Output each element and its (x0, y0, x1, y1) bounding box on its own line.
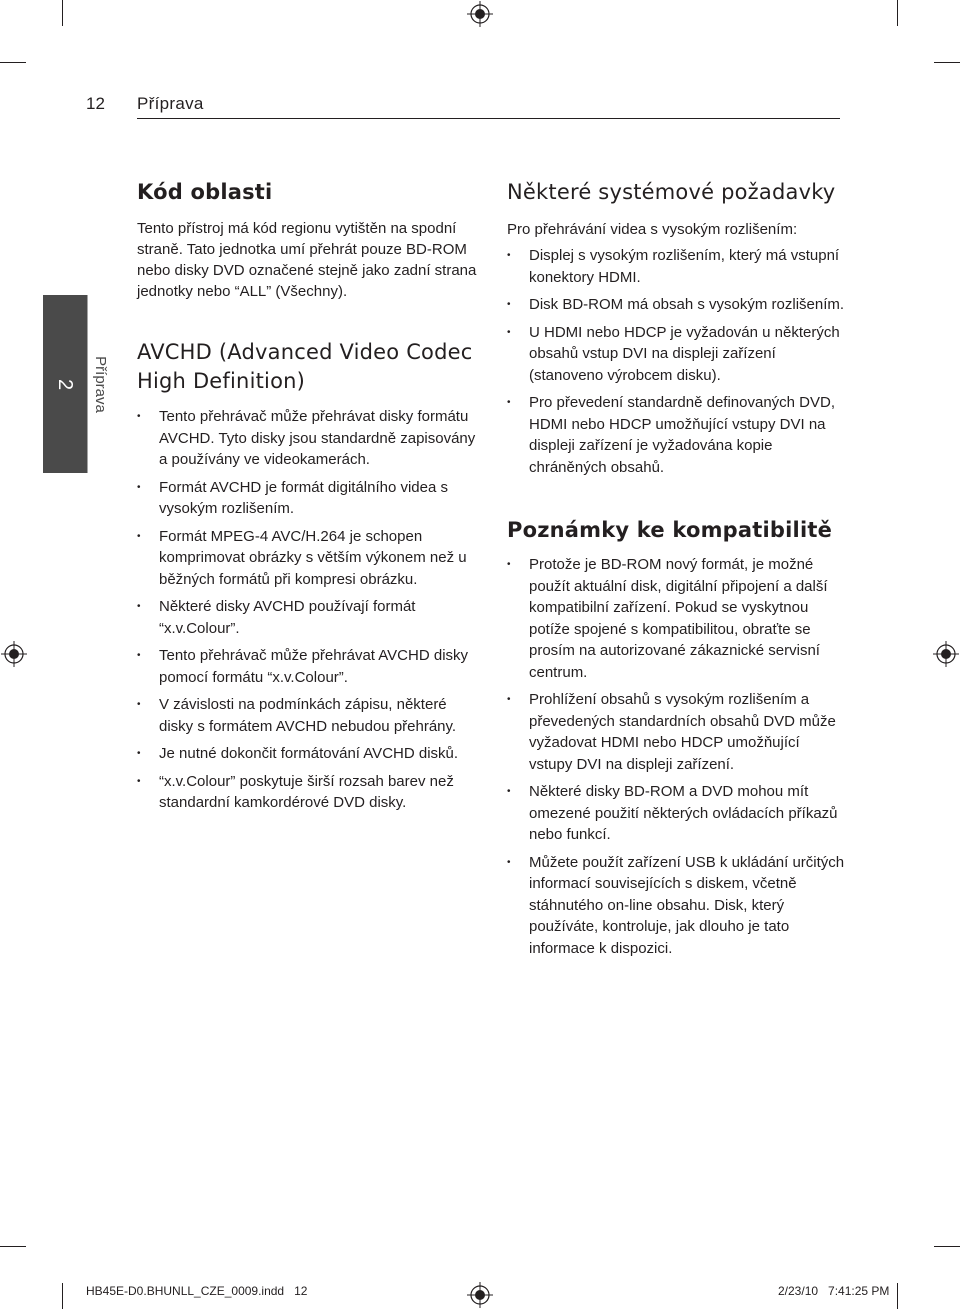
registration-mark-icon (467, 1282, 493, 1308)
chapter-number: 2 (54, 378, 77, 390)
crop-mark-icon (934, 62, 960, 63)
region-code-section (137, 178, 482, 302)
registration-mark-icon (1, 641, 27, 667)
registration-mark-icon (467, 1, 493, 27)
region-code-text: Tento přístroj má kód regionu vytištěn na spodní straně. Tato jednotka umí přehrát pouze BD-ROM nebo disky DVD označené stejně jako zadní strana jednotky nebo “ALL” (Všechny). (137, 220, 477, 300)
crop-mark-icon (0, 1246, 26, 1247)
list-item: • Formát AVCHD je formát digitálního videa s vysokým rozlišením. (137, 477, 482, 520)
region-code-heading: Kód oblasti (137, 180, 273, 204)
list-item: • “x.v.Colour” poskytuje širší rozsah barev než standardní kamkordérové DVD disky. (137, 771, 482, 814)
list-item: • U HDMI nebo HDCP je vyžadován u některých obsahů vstup DVI na displeji zařízení (stanoveno výrobcem disku). (507, 322, 847, 387)
footer-timestamp: 2/23/10 7:41:25 PM (778, 1284, 890, 1298)
avchd-heading: AVCHD (Advanced Video Codec High Definition) (137, 340, 473, 393)
registration-mark-icon (933, 641, 959, 667)
list-item: • Prohlížení obsahů s vysokým rozlišením a převedených standardních obsahů DVD může vyžadovat HDMI nebo HDCP umožňující vstupy DVI na displeji zařízení. (507, 689, 847, 775)
header-divider (137, 118, 840, 119)
crop-mark-icon (0, 62, 26, 63)
crop-mark-icon (62, 1283, 63, 1309)
list-item: • Některé disky AVCHD používají formát “x.v.Colour”. (137, 596, 482, 639)
list-item: • Je nutné dokončit formátování AVCHD disků. (137, 743, 482, 765)
avchd-list (137, 406, 482, 814)
crop-mark-icon (897, 0, 898, 26)
chapter-label: Příprava (92, 355, 110, 413)
list-item: • Můžete použít zařízení USB k ukládání určitých informací souvisejících s diskem, včetně stáhnutého on-line obsahu. Disk, který používáte, kontroluje, jak dlouho je tato informace k dispozici. (507, 852, 847, 960)
list-item: • Displej s vysokým rozlišením, který má vstupní konektory HDMI. (507, 245, 847, 288)
list-item: • Disk BD-ROM má obsah s vysokým rozlišením. (507, 294, 847, 316)
running-header: Příprava (137, 94, 204, 113)
avchd-section (137, 338, 482, 814)
list-item: • Pro převedení standardně definovaných DVD, HDMI nebo HDCP umožňující vstupy DVI na displeji zařízení je vyžadována kopie chráněných obsahů. (507, 392, 847, 478)
list-item: • Formát MPEG-4 AVC/H.264 je schopen komprimovat obrázky s větším výkonem než u běžných formátů při kompresi obrázku. (137, 526, 482, 591)
requirements-section (507, 178, 847, 478)
right-column (507, 178, 847, 965)
crop-mark-icon (897, 1283, 898, 1309)
compatibility-heading: Poznámky ke kompatibilitě (507, 518, 833, 542)
crop-mark-icon (62, 0, 63, 26)
list-item: • Protože je BD-ROM nový formát, je možné použít aktuální disk, digitální připojení a další kompatibilní zařízení. Pokud se vyskytnou potíže spojené s kompatibilitou, obraťte se prosím na autorizované zákaznické servisní centrum. (507, 554, 847, 683)
requirements-list (507, 245, 847, 478)
list-item: • V závislosti na podmínkách zápisu, některé disky s formátem AVCHD nebudou přehrány. (137, 694, 482, 737)
left-column (137, 178, 482, 820)
footer-file-name: HB45E-D0.BHUNLL_CZE_0009.indd 12 (86, 1284, 308, 1298)
requirements-heading: Některé systémové požadavky (507, 180, 836, 204)
list-item: • Tento přehrávač může přehrávat disky formátu AVCHD. Tyto disky jsou standardně zapisovány a používány ve videokamerách. (137, 406, 482, 471)
requirements-intro: Pro přehrávání videa s vysokým rozlišením: (507, 221, 798, 238)
list-item: • Některé disky BD-ROM a DVD mohou mít omezené použití některých ovládacích příkazů nebo funkcí. (507, 781, 847, 846)
compatibility-section (507, 516, 847, 959)
page-number: 12 (86, 94, 105, 113)
compatibility-list (507, 554, 847, 959)
crop-mark-icon (934, 1246, 960, 1247)
list-item: • Tento přehrávač může přehrávat AVCHD disky pomocí formátu “x.v.Colour”. (137, 645, 482, 688)
